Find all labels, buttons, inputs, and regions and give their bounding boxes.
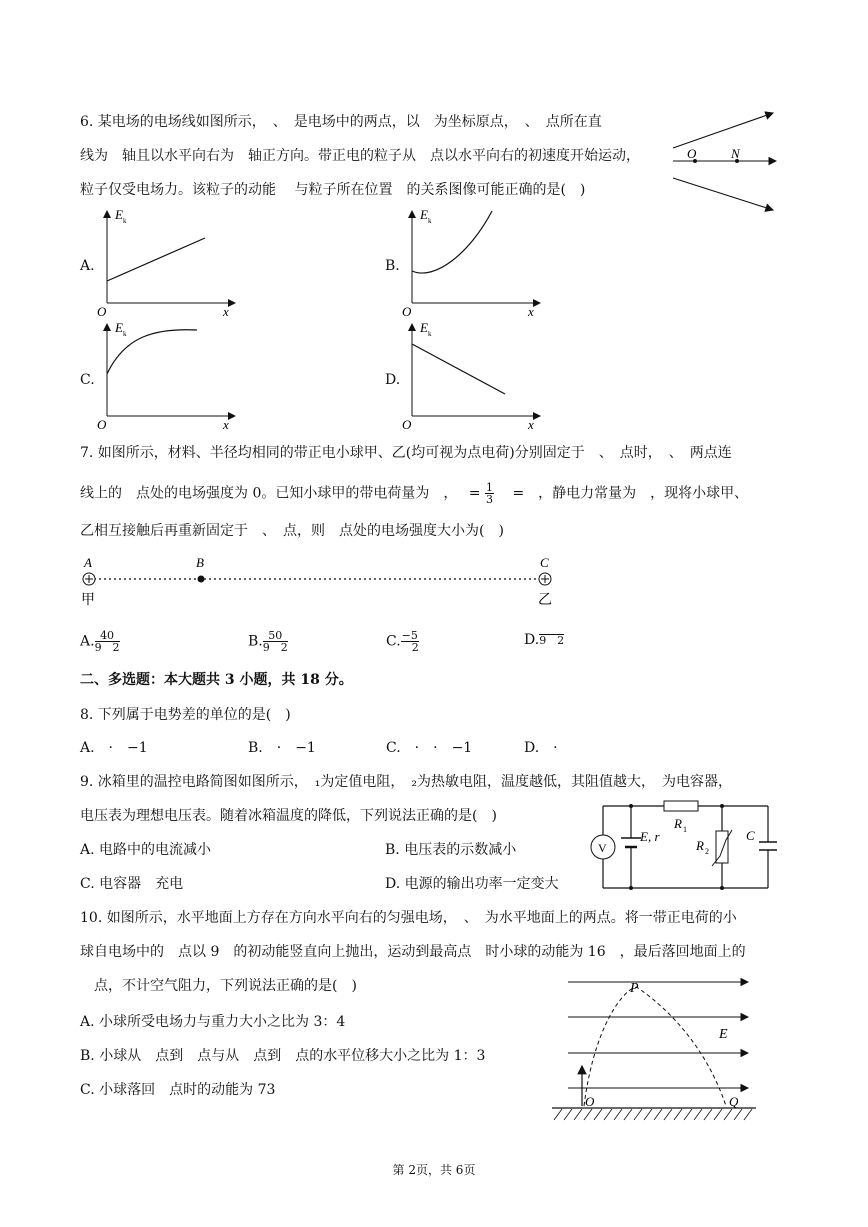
q6-field-lines-figure xyxy=(668,108,788,218)
q10-option-b: B. 小球从 点到 点与从 点到 点的水平位移大小之比为 1：3 xyxy=(80,1048,486,1064)
label-yi: 乙 xyxy=(538,593,552,608)
q9-option-a: A. 电路中的电流减小 xyxy=(80,842,212,858)
q7-charge-line-figure xyxy=(75,552,565,612)
r2-label: R xyxy=(696,838,704,853)
q10-stem-line1: 10. 如图所示，水平地面上方存在方向水平向右的匀强电场， 、 为水平地面上的两点。将一带正电荷的小 xyxy=(80,910,737,926)
section-heading-multiple-choice: 二、多选题：本大题共 3 小题，共 18 分。 xyxy=(80,672,353,688)
q6-stem-line2: 线为 轴且以水平向右为 轴正方向。带正电的粒子从 点以水平向右的初速度开始运动， xyxy=(80,148,640,164)
graph-d-curve xyxy=(412,344,505,394)
q7-stem-line1: 7. 如图所示，材料、半径均相同的带正电小球甲、乙(均可视为点电荷)分别固定于 、 点时， 、 两点连 xyxy=(80,445,732,461)
label-o: O xyxy=(687,146,697,161)
graph-a-curve xyxy=(107,238,205,281)
label-e: E xyxy=(719,1027,728,1042)
label-q: Q xyxy=(729,1094,739,1109)
graph-c-curve xyxy=(107,330,197,374)
graph-d-origin: O xyxy=(402,417,412,431)
q10-stem-line2: 球自电场中的 点以 9 的初动能竖直向上抛出，运动到最高点 时小球的动能为 16 ，最后落回地面上的 xyxy=(80,944,746,960)
q9-option-b: B. 电压表的示数减小 xyxy=(385,842,517,858)
page-footer: 第 2页，共 6页 xyxy=(392,1163,476,1177)
graph-d-ylabel: E xyxy=(420,320,428,335)
q6-graph-a xyxy=(95,203,245,318)
graph-a-origin: O xyxy=(97,304,107,318)
q7-stem-line3: 乙相互接触后再重新固定于 、 点，则 点处的电场强度大小为( ) xyxy=(80,523,504,539)
q6-stem-line3: 粒子仅受电场力。该粒子的动能 与粒子所在位置 的关系图像可能正确的是( ) xyxy=(80,182,586,198)
q8-option-d: D. · xyxy=(524,740,558,756)
label-a: A xyxy=(84,555,92,570)
ground-hatching xyxy=(554,1109,752,1120)
label-jia: 甲 xyxy=(81,593,95,608)
q7-option-d: D. 9 2 xyxy=(524,632,565,648)
graph-b-ysub: k xyxy=(428,217,432,225)
graph-c-origin: O xyxy=(97,417,107,431)
label-p: P xyxy=(630,981,639,996)
capacitor-label: C xyxy=(746,828,755,843)
q7-stem-line2-b: = ，静电力常量为 ，现将小球甲、 xyxy=(498,485,749,502)
q10-stem-line3: 点，不计空气阻力，下列说法正确的是( ) xyxy=(80,978,357,994)
q7-option-b: B. $\frac{50}{9 2}$ xyxy=(248,629,288,654)
field-line-upper xyxy=(673,113,773,148)
graph-a-ysub: k xyxy=(123,217,127,225)
q6-option-b-label: B. xyxy=(385,258,400,274)
graph-c-ylabel: E xyxy=(115,320,123,335)
q6-graph-d xyxy=(400,316,550,431)
graph-a-xlabel: x xyxy=(223,304,229,318)
label-c: C xyxy=(540,555,549,570)
q6-option-c-label: C. xyxy=(80,372,95,388)
label-o: O xyxy=(585,1094,595,1109)
q6-graph-c xyxy=(95,316,245,431)
q9-circuit-figure xyxy=(588,798,778,894)
q6-option-a-label: A. xyxy=(80,258,95,274)
q8-option-c: C. · · −1 xyxy=(386,740,473,756)
q10-trajectory-figure xyxy=(548,972,763,1128)
q7-ratio-fraction: $\frac{1}{3}$ xyxy=(486,481,493,506)
graph-d-xlabel: x xyxy=(528,417,534,431)
graph-b-ylabel: E xyxy=(420,207,428,222)
r1-label: R xyxy=(674,816,682,831)
q9-stem-line1: 9. 冰箱里的温控电路简图如图所示， ₁为定值电阻， ₂为热敏电阻，温度越低，其阻值越大， 为电容器， xyxy=(80,774,733,790)
graph-c-xlabel: x xyxy=(223,417,229,431)
q10-option-c: C. 小球落回 点时的动能为 73 xyxy=(80,1082,276,1098)
graph-b-origin: O xyxy=(402,304,412,318)
q6-stem-line1: 6. 某电场的电场线如图所示， 、 是电场中的两点，以 为坐标原点， 、 点所在直 xyxy=(80,114,602,130)
r1-sub: 1 xyxy=(683,825,687,834)
graph-d-ysub: k xyxy=(428,330,432,338)
q7-option-c: C. $\frac{-5}{2}$ xyxy=(386,629,419,654)
q9-option-c: C. 电容器 充电 xyxy=(80,876,184,892)
q6-option-d-label: D. xyxy=(385,372,401,388)
q7-stem-line2-a: 线上的 点处的电场强度为 0。已知小球甲的带电荷量为 ， = xyxy=(80,485,481,502)
voltmeter-label: V xyxy=(598,841,607,855)
q7-stem-line2 xyxy=(80,482,748,505)
q9-option-d: D. 电源的输出功率一定变大 xyxy=(385,876,559,892)
q10-option-a: A. 小球所受电场力与重力大小之比为 3：4 xyxy=(80,1014,346,1030)
q9-stem-line2: 电压表为理想电压表。随着冰箱温度的降低，下列说法正确的是( ) xyxy=(80,808,497,824)
q8-option-a: A. · −1 xyxy=(80,740,148,756)
field-line-lower xyxy=(673,178,773,210)
label-n: N xyxy=(731,146,740,161)
point-b xyxy=(198,576,205,583)
label-b: B xyxy=(196,555,204,570)
graph-c-ysub: k xyxy=(123,330,127,338)
resistor-r1-icon xyxy=(664,801,698,811)
graph-a-ylabel: E xyxy=(115,207,123,222)
q8-option-b: B. · −1 xyxy=(248,740,316,756)
battery-label: E, r xyxy=(640,829,660,844)
q7-option-a: A. $\frac{40}{9 2}$ xyxy=(80,629,120,654)
q6-graph-b xyxy=(400,203,550,318)
r2-sub: 2 xyxy=(705,847,709,856)
graph-b-xlabel: x xyxy=(528,304,534,318)
q8-stem: 8. 下列属于电势差的单位的是( ) xyxy=(80,707,291,723)
